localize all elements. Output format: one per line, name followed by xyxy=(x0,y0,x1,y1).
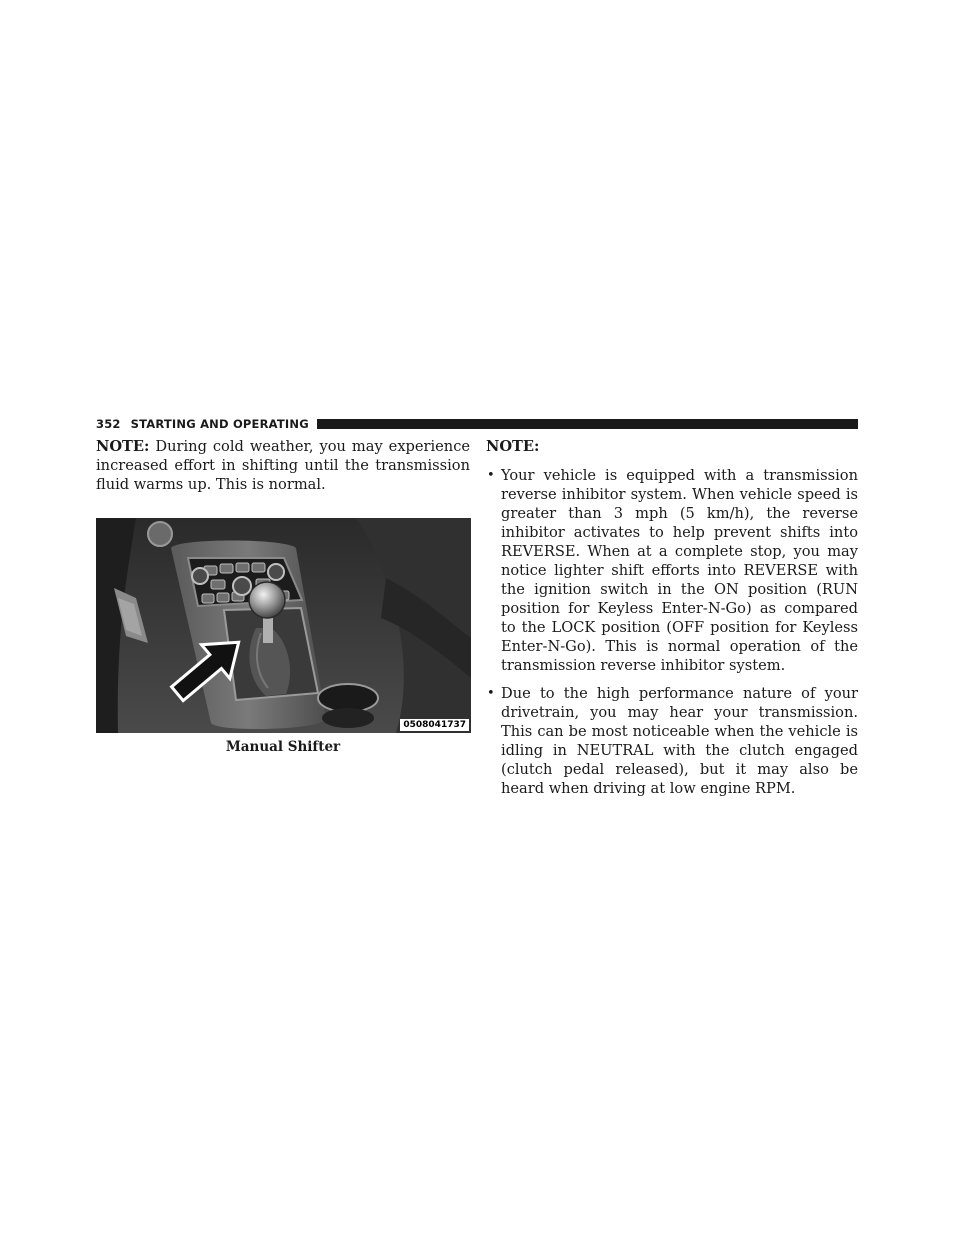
section-title: STARTING AND OPERATING xyxy=(130,417,309,431)
cold-weather-note xyxy=(96,437,470,494)
header-rule xyxy=(317,419,858,429)
manual-shifter-figure xyxy=(96,518,471,733)
figure-caption: Manual Shifter xyxy=(225,739,341,755)
list-item xyxy=(486,466,858,675)
bullet-text: • Due to the high performance nature of your drivetrain, you may hear your transmission. This can be most noticeable when the vehicle is idling in NEUTRAL with the clutch engaged (clutch pedal released), but it may also be heard when driving at low engine RPM. xyxy=(501,685,858,797)
shifter-illustration xyxy=(96,518,471,733)
page-number: 352 xyxy=(96,417,121,431)
bullet-text: • Your vehicle is equipped with a transmission reverse inhibitor system. When vehicle speed is greater than 3 mph (5 km/h), the reverse inhibitor activates to help prevent shifts into REVERSE. When at a complete stop, you may notice lighter shift efforts into REVERSE with the ignition switch in the ON position (RUN position for Keyless Enter-N-Go) as compared to the LOCK position (OFF position for Keyless Enter-N-Go). This is normal operation of the transmission reverse inhibitor system. xyxy=(501,467,858,674)
list-item xyxy=(486,684,858,798)
note-label: NOTE: xyxy=(486,438,540,455)
note-bullet-list xyxy=(486,466,858,798)
note-heading xyxy=(486,437,858,456)
left-column xyxy=(96,437,470,494)
figure-code: 0508041737 xyxy=(400,719,469,731)
page-header xyxy=(96,417,858,431)
right-column xyxy=(486,437,858,807)
note-text: During cold weather, you may experience increased effort in shifting until the transmission fluid warms up. This is normal. xyxy=(96,438,471,493)
note-label: NOTE: xyxy=(96,438,150,455)
